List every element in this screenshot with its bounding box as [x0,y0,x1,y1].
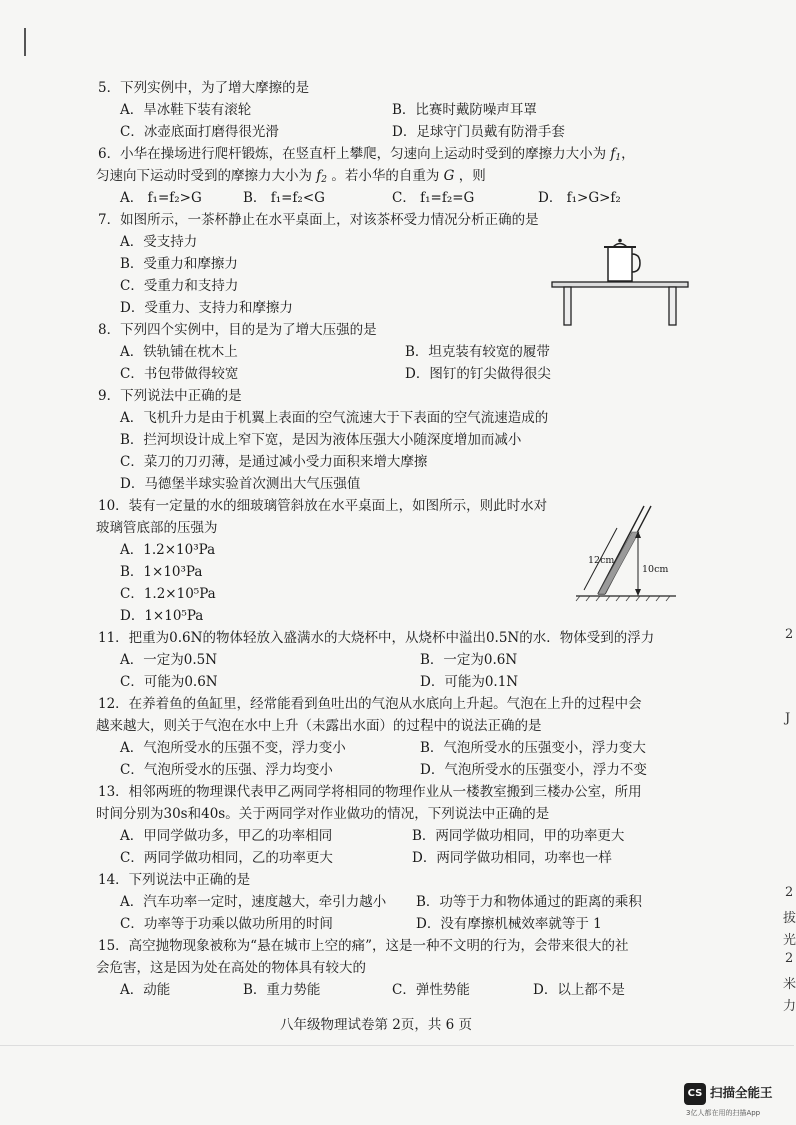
q11-option-a: A．一定为0.5N [120,652,218,668]
q6-g-symbol: G [443,168,455,184]
q6-stem2-c: ，则 [458,168,486,184]
q7-option-a: A．受支持力 [120,234,198,250]
q13-option-a: A．甲同学做功多，甲乙的功率相同 [120,828,333,844]
q8-option-c: C．书包带做得较宽 [120,366,239,382]
q15-stem-line2: 会危害，这是因为处在高处的物体具有较大的 [96,960,366,976]
edge-char: 光 [783,933,796,948]
q11-option-b: B．一定为0.6N [420,652,518,668]
q9-option-d: D．马德堡半球实验首次测出大气压强值 [120,476,361,492]
q5-option-d: D．足球守门员戴有防滑手套 [392,124,565,140]
q14-option-d: D．没有摩擦机械效率就等于 1 [416,916,602,932]
q9-option-a: A．飞机升力是由于机翼上表面的空气流速大于下表面的空气流速造成的 [120,410,549,426]
q12-stem-line1: 12．在养着鱼的鱼缸里，经常能看到鱼吐出的气泡从水底向上升起。气泡在上升的过程中会 [98,696,642,712]
q15-option-a: A．动能 [120,982,171,998]
vertical-height-arrow [635,531,641,596]
edge-char: J [785,711,791,726]
edge-char: 2 [785,627,794,642]
edge-char: 2 [785,885,794,900]
q9-option-b: B．拦河坝设计成上窄下宽，是因为液体压强大小随深度增加而减小 [120,432,522,448]
q11-option-c: C．可能为0.6N [120,674,218,690]
q10-option-c: C．1.2×10⁵Pa [120,586,216,602]
q5-stem: 5．下列实例中，为了增大摩擦的是 [98,80,310,96]
footer-divider [0,1045,794,1046]
scan-artifact-mark [24,28,26,56]
q6-f2-symbol: $f_2$ [316,168,328,185]
table-drawing [552,282,688,325]
edge-char: 2 [785,951,794,966]
q13-stem-line2: 时间分别为30s和40s。关于两同学对作业做功的情况，下列说法中正确的是 [96,806,550,822]
watermark-app-name: 扫描全能王 [710,1085,773,1100]
q14-option-b: B．功等于力和物体通过的距离的乘积 [416,894,642,910]
q15-option-b: B．重力势能 [243,982,321,998]
q12-option-c: C．气泡所受水的压强、浮力均变小 [120,762,333,778]
q6-f1-symbol: $f_1$ [610,146,622,163]
q6-stem2-a: 匀速向下运动时受到的摩擦力大小为 [96,168,312,184]
q12-option-a: A．气泡所受水的压强不变，浮力变小 [120,740,346,756]
q12-stem-line2: 越来越大，则关于气泡在水中上升（未露出水面）的过程中的说法正确的是 [96,718,542,734]
height-label: 10cm [642,564,669,575]
q8-option-a: A．铁轨铺在枕木上 [120,344,238,360]
teacup-on-table-figure [548,232,692,328]
q6-option-c: C． f₁=f₂=G [392,190,475,206]
edge-char: 力 [783,999,796,1014]
q12-option-b: B．气泡所受水的压强变小，浮力变大 [420,740,646,756]
q6-stem-line2 [96,167,486,189]
q8-option-b: B．坦克装有较宽的履带 [405,344,550,360]
slant-length-label: 12cm [588,555,615,566]
q6-option-b: B． f₁=f₂<G [243,190,325,206]
q6-stem-text: 6．小华在操场进行爬杆锻炼，在竖直杆上攀爬，匀速向上运动时受到的摩擦力大小为 [98,146,607,162]
q15-option-c: C．弹性势能 [392,982,470,998]
q10-option-a: A．1.2×10³Pa [120,542,216,558]
q5-option-c: C．冰壶底面打磨得很光滑 [120,124,279,140]
watermark-tagline: 3亿人都在用的扫描App [686,1109,761,1117]
q6-option-a: A． f₁=f₂>G [120,190,202,206]
q13-option-b: B．两同学做功相同，甲的功率更大 [412,828,625,844]
q9-option-c: C．菜刀的刀刃薄，是通过减小受力面积来增大摩擦 [120,454,428,470]
camscanner-logo-icon: CS [684,1083,706,1105]
q11-option-d: D．可能为0.1N [420,674,519,690]
q15-stem-line1: 15．高空抛物现象被称为“悬在城市上空的痛”，这是一种不文明的行为，会带来很大的社 [98,938,629,954]
q10-option-d: D．1×10⁵Pa [120,608,204,624]
q12-option-d: D．气泡所受水的压强变小，浮力不变 [420,762,647,778]
q15-option-d: D．以上都不是 [533,982,625,998]
q8-option-d: D．图钉的钉尖做得很尖 [405,366,551,382]
q6-stem-line1: 6．小华在操场进行爬杆锻炼，在竖直杆上攀爬，匀速向上运动时受到的摩擦力大小为 $f_1$， [98,146,635,163]
q13-stem-line1: 13．相邻两班的物理课代表甲乙两同学将相同的物理作业从一楼教室搬到三楼办公室，所用 [98,784,642,800]
q8-stem: 8．下列四个实例中，目的是为了增大压强的是 [98,322,377,338]
glass-tube-drawing [598,506,651,594]
q14-option-c: C．功率等于功乘以做功所用的时间 [120,916,333,932]
q7-stem: 7．如图所示，一茶杯静止在水平桌面上，对该茶杯受力情况分析正确的是 [98,212,539,228]
q5-option-a: A．旱冰鞋下装有滚轮 [120,102,252,118]
q13-option-c: C．两同学做功相同，乙的功率更大 [120,850,333,866]
q11-stem: 11．把重为0.6N的物体轻放入盛满水的大烧杯中，从烧杯中溢出0.5N的水．物体受到的浮力 [98,630,655,646]
q6-stem2-b: 。若小华的自重为 [331,168,440,184]
q6-option-d: D． f₁>G>f₂ [538,190,621,206]
q10-stem-line2: 玻璃管底部的压强为 [96,520,218,536]
q10-option-b: B．1×10³Pa [120,564,203,580]
q5-option-b: B．比赛时戴防噪声耳罩 [392,102,537,118]
tilted-glass-tube-figure [572,500,680,604]
q14-option-a: A．汽车功率一定时，速度越大，牵引力越小 [120,894,387,910]
table-hatching [576,596,670,601]
q13-option-d: D．两同学做功相同，功率也一样 [412,850,612,866]
q9-stem: 9．下列说法中正确的是 [98,388,242,404]
teacup-drawing [604,239,640,281]
edge-char: 拔 [783,911,796,926]
q7-option-b: B．受重力和摩擦力 [120,256,238,272]
q7-option-d: D．受重力、支持力和摩擦力 [120,300,293,316]
page-footer: 八年级物理试卷第 2页，共 6 页 [280,1017,473,1033]
q7-option-c: C．受重力和支持力 [120,278,239,294]
q14-stem: 14．下列说法中正确的是 [98,872,251,888]
q10-stem-line1: 10．装有一定量的水的细玻璃管斜放在水平桌面上，如图所示，则此时水对 [98,498,548,514]
edge-char: 米 [783,977,796,992]
